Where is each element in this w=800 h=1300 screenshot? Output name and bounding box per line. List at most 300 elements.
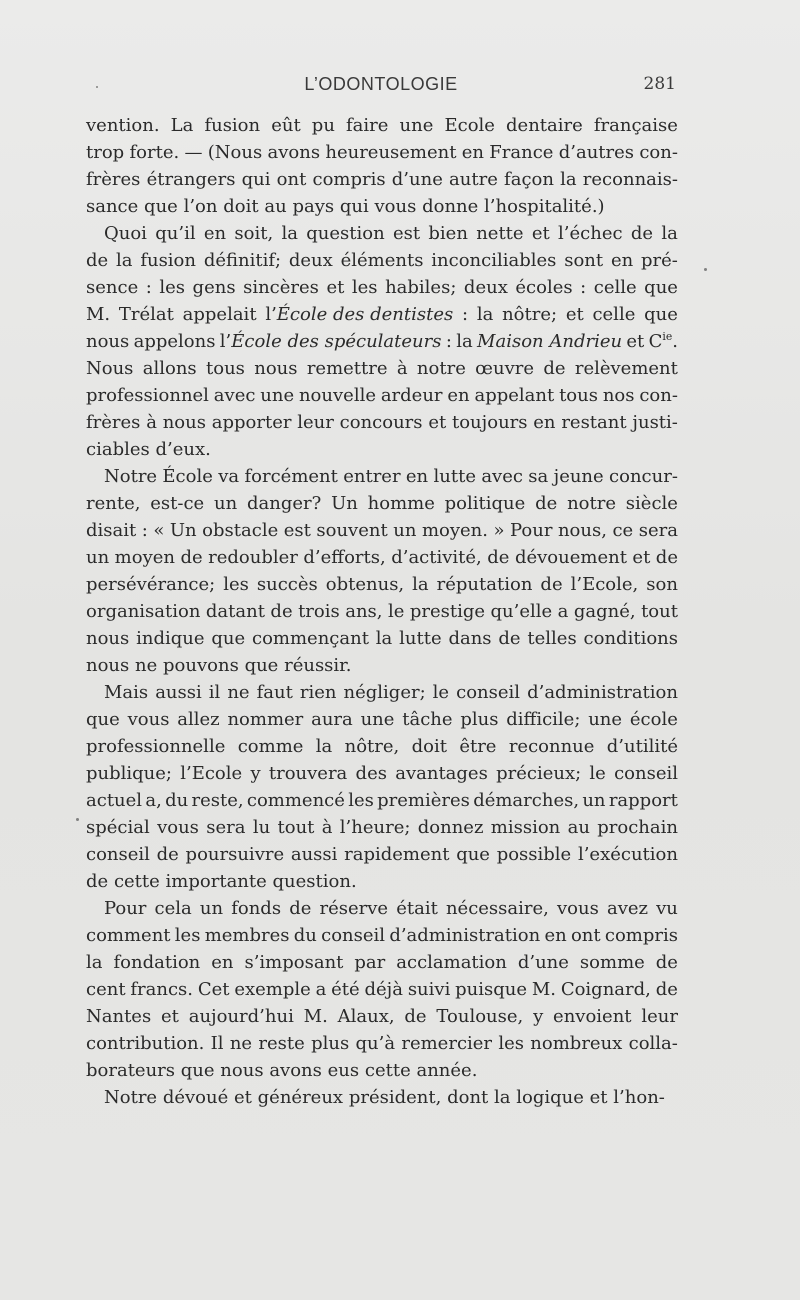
word: de xyxy=(487,547,510,568)
italic-phrase: École des dentistes xyxy=(276,304,454,325)
text-line xyxy=(86,166,678,193)
word: du xyxy=(293,925,317,946)
word: avez xyxy=(606,898,649,919)
word: vous xyxy=(127,709,170,730)
word: France xyxy=(489,142,554,163)
text-line xyxy=(86,571,678,598)
word: président, xyxy=(348,1087,442,1108)
word: des xyxy=(355,763,387,784)
text-line xyxy=(86,814,678,841)
word: nous, xyxy=(557,520,607,541)
word: le xyxy=(589,763,606,784)
word: question. xyxy=(272,871,357,892)
word: » xyxy=(493,520,505,541)
word: redoubler xyxy=(208,547,298,568)
word: lu xyxy=(252,817,271,838)
word: doit xyxy=(411,736,447,757)
word: jeune xyxy=(553,466,604,487)
word: que xyxy=(86,709,120,730)
word: les xyxy=(174,925,201,946)
print-speck xyxy=(96,86,98,88)
text-line xyxy=(86,1057,678,1084)
word: bien xyxy=(428,223,468,244)
word: celle xyxy=(592,304,636,325)
word: cela xyxy=(154,898,192,919)
word: de xyxy=(655,952,678,973)
word: nous xyxy=(86,331,130,352)
word: obstacle xyxy=(202,520,279,541)
word: tout xyxy=(277,817,315,838)
word: précieux; xyxy=(496,763,582,784)
word: Un xyxy=(169,520,197,541)
word: l’hospitalité.) xyxy=(484,196,605,217)
word: contribution. xyxy=(86,1033,205,1054)
word: exemple xyxy=(234,979,311,1000)
word: gagné, xyxy=(573,601,636,622)
word: publique; xyxy=(86,763,172,784)
word: lutte xyxy=(399,628,442,649)
word: faire xyxy=(346,115,389,136)
word: réputation xyxy=(436,574,533,595)
word: de xyxy=(270,601,293,622)
word: forcément xyxy=(244,466,338,487)
word: qu’elle xyxy=(490,601,553,622)
word: va xyxy=(218,466,240,487)
word: donnez xyxy=(417,817,484,838)
word: la xyxy=(494,1087,511,1108)
word: à xyxy=(321,817,333,838)
word: avons xyxy=(269,1060,322,1081)
text-line xyxy=(86,841,678,868)
word: définitif; xyxy=(203,250,282,271)
word: déjà xyxy=(364,979,403,1000)
word: sa xyxy=(528,466,549,487)
word: organisation xyxy=(86,601,201,622)
word: allez xyxy=(177,709,220,730)
word: trouvera xyxy=(268,763,348,784)
text-line xyxy=(86,301,678,328)
word: difficile; xyxy=(506,709,581,730)
word: est-ce xyxy=(150,493,205,514)
word: du xyxy=(165,790,189,811)
word: deux xyxy=(288,250,333,271)
word: et xyxy=(326,277,345,298)
word: nous xyxy=(86,628,130,649)
word: dans xyxy=(448,628,492,649)
word: danger? xyxy=(247,493,322,514)
word: fondation xyxy=(113,952,201,973)
word: « xyxy=(153,520,165,541)
word: Cet xyxy=(197,979,230,1000)
word: eus xyxy=(327,1060,360,1081)
word: éléments xyxy=(340,250,424,271)
word: que xyxy=(644,304,678,325)
word: tâche xyxy=(402,709,453,730)
word: trop xyxy=(86,142,125,163)
word: relèvement xyxy=(574,358,678,379)
word: actuel xyxy=(86,790,143,811)
word: de xyxy=(655,979,678,1000)
word: d’utilité xyxy=(606,736,678,757)
word: en xyxy=(544,925,567,946)
word: aujourd’hui xyxy=(188,1006,294,1027)
word: : xyxy=(580,277,587,298)
word: M. xyxy=(303,1006,328,1027)
word: rien xyxy=(299,682,337,703)
word: écoles xyxy=(515,277,573,298)
word: nombreux xyxy=(530,1033,623,1054)
word: les xyxy=(351,277,378,298)
page-header xyxy=(86,74,676,98)
word: aura xyxy=(311,709,353,730)
word: ne xyxy=(135,655,158,676)
word: de xyxy=(655,547,678,568)
word: Quoi xyxy=(104,223,147,244)
word: sont xyxy=(564,250,604,271)
word: les xyxy=(223,574,249,595)
word: apporter xyxy=(211,412,292,433)
word: par xyxy=(354,952,386,973)
word: reconnais- xyxy=(582,169,678,190)
word: concours xyxy=(339,412,423,433)
word: colla- xyxy=(628,1033,678,1054)
word: allons xyxy=(142,358,197,379)
word: remettre xyxy=(306,358,388,379)
word: de xyxy=(535,493,558,514)
word: nous xyxy=(220,1060,264,1081)
word: reste, xyxy=(191,790,244,811)
word: de xyxy=(289,898,312,919)
word: rente, xyxy=(86,493,141,514)
word: dévouement xyxy=(514,547,627,568)
word: a, xyxy=(145,790,162,811)
word: Notre xyxy=(104,1087,158,1108)
word: frères xyxy=(86,169,141,190)
word: il xyxy=(208,682,221,703)
word: d’activité, xyxy=(391,547,482,568)
text-line xyxy=(86,436,678,463)
word: commencé xyxy=(246,790,345,811)
word: lutte xyxy=(433,466,476,487)
word: conseil xyxy=(86,844,150,865)
word: moyen. xyxy=(421,520,488,541)
text-line xyxy=(86,409,678,436)
word: Un xyxy=(331,493,358,514)
word: (Nous xyxy=(207,142,263,163)
word: avons xyxy=(267,142,321,163)
word: l’Ecole, xyxy=(570,574,639,595)
word: été xyxy=(331,979,360,1000)
word: cette xyxy=(364,1060,411,1081)
word: possible xyxy=(496,844,572,865)
word: puisque xyxy=(455,979,528,1000)
word: de xyxy=(630,223,654,244)
word: en xyxy=(610,250,634,271)
word: d’efforts, xyxy=(303,547,386,568)
word: M. xyxy=(86,304,111,325)
word: que xyxy=(180,1060,215,1081)
word: sence xyxy=(86,277,139,298)
word: vous xyxy=(557,898,599,919)
word: autre xyxy=(449,169,498,190)
word: celle xyxy=(593,277,637,298)
word: ardeur xyxy=(380,385,443,406)
word: forte. xyxy=(129,142,180,163)
word: de xyxy=(180,547,203,568)
word: justi- xyxy=(632,412,678,433)
word: rapidement xyxy=(344,844,450,865)
word: suivi xyxy=(407,979,451,1000)
word: appelait xyxy=(182,304,257,325)
word: borateurs xyxy=(86,1060,176,1081)
word: fonds xyxy=(231,898,282,919)
word: : xyxy=(462,304,469,325)
word: avec xyxy=(213,385,256,406)
word: leur xyxy=(641,1006,678,1027)
word: conseil xyxy=(321,925,386,946)
word: appelant xyxy=(474,385,555,406)
word: commençant xyxy=(251,628,369,649)
word: nos xyxy=(602,385,635,406)
word: la xyxy=(375,628,393,649)
word: politique xyxy=(444,493,526,514)
word: de xyxy=(543,358,566,379)
word: un xyxy=(393,520,417,541)
text-line xyxy=(86,274,678,301)
word: un xyxy=(214,493,238,514)
word: toujours xyxy=(451,412,528,433)
word: y xyxy=(250,763,261,784)
word: qu’à xyxy=(355,1033,396,1054)
word: et xyxy=(531,223,550,244)
word: que xyxy=(244,655,279,676)
word: une xyxy=(360,709,395,730)
word: un xyxy=(86,547,110,568)
word: et xyxy=(234,1087,252,1108)
word: d’eux. xyxy=(155,439,211,460)
word: membres xyxy=(204,925,290,946)
word: une xyxy=(260,385,295,406)
word: année. xyxy=(416,1060,478,1081)
text-line xyxy=(86,328,678,355)
word: l’on xyxy=(183,196,218,217)
word: en xyxy=(447,385,470,406)
word: de xyxy=(540,574,563,595)
word: soit, xyxy=(234,223,274,244)
word: les xyxy=(498,1033,524,1054)
word: réserve xyxy=(319,898,389,919)
word: y xyxy=(533,1006,544,1027)
italic-phrase: Maison Andrieu xyxy=(477,331,623,352)
text-line xyxy=(86,706,678,733)
word: pu xyxy=(311,115,335,136)
word: Trélat xyxy=(118,304,174,325)
word: le xyxy=(387,601,405,622)
word: cent xyxy=(86,979,126,1000)
word: faut xyxy=(256,682,293,703)
text-line xyxy=(86,382,678,409)
word: école xyxy=(629,709,678,730)
word: avantages xyxy=(395,763,488,784)
word: succès xyxy=(256,574,318,595)
word: la xyxy=(116,250,133,271)
word: est xyxy=(392,223,421,244)
word: dentaire xyxy=(506,115,583,136)
word: Mais xyxy=(104,682,149,703)
word: professionnelle xyxy=(86,736,226,757)
word: souvent xyxy=(316,520,388,541)
text-line xyxy=(86,355,678,382)
text-line xyxy=(86,787,678,814)
word: Il xyxy=(210,1033,224,1054)
text-line xyxy=(86,112,678,139)
text-line xyxy=(86,598,678,625)
word: : xyxy=(445,331,452,352)
word: les xyxy=(159,277,186,298)
word: remercier xyxy=(401,1033,493,1054)
word: vu xyxy=(656,898,678,919)
word: mission xyxy=(490,817,561,838)
word: deux xyxy=(463,277,508,298)
word: telles xyxy=(527,628,577,649)
word: une xyxy=(399,115,434,136)
word: ne xyxy=(227,682,250,703)
word: une xyxy=(588,709,623,730)
word: l’exécution xyxy=(577,844,678,865)
word: de xyxy=(86,250,109,271)
word: tout xyxy=(641,601,678,622)
word: étrangers xyxy=(146,169,236,190)
word: nécessaire, xyxy=(445,898,549,919)
word: et xyxy=(632,547,651,568)
word: fusion xyxy=(140,250,196,271)
page-number: 281 xyxy=(643,74,676,94)
word: ans, xyxy=(345,601,383,622)
word: vention. xyxy=(86,115,160,136)
word: d’une xyxy=(391,169,443,190)
word: aussi xyxy=(290,844,338,865)
word: l’heure; xyxy=(339,817,411,838)
word: vous xyxy=(157,817,199,838)
word: spécial xyxy=(86,817,150,838)
word: homme xyxy=(367,493,435,514)
word: française xyxy=(593,115,678,136)
word: logique xyxy=(516,1087,584,1108)
word: heureusement xyxy=(325,142,457,163)
word: en xyxy=(405,466,429,487)
word: au xyxy=(264,196,287,217)
word: qui xyxy=(241,169,271,190)
word: s’imposant xyxy=(244,952,344,973)
word: ont xyxy=(570,925,601,946)
word: rapport xyxy=(608,790,678,811)
word: fusion xyxy=(204,115,261,136)
word: et xyxy=(428,412,447,433)
word: doit xyxy=(223,196,259,217)
word: sera xyxy=(206,817,246,838)
word: ciables xyxy=(86,439,150,460)
word: con- xyxy=(639,385,678,406)
word: qui xyxy=(339,196,369,217)
word: aussi xyxy=(155,682,202,703)
word: les xyxy=(348,790,374,811)
word: : xyxy=(141,520,148,541)
word: son xyxy=(646,574,678,595)
text-line xyxy=(86,1084,678,1111)
word: d’administration xyxy=(527,682,678,703)
word xyxy=(477,328,622,355)
word: l’École des spéculateurs xyxy=(219,331,442,352)
word: à xyxy=(396,358,408,379)
word: inconciliables xyxy=(431,250,557,271)
word: et xyxy=(626,331,645,352)
word: généreux xyxy=(257,1087,344,1108)
print-speck xyxy=(704,268,707,271)
word: pré- xyxy=(641,250,678,271)
word: démarches, xyxy=(473,790,580,811)
word: pouvons xyxy=(163,655,239,676)
word: nommer xyxy=(227,709,304,730)
word: de xyxy=(156,844,179,865)
word: la xyxy=(560,169,577,190)
word: datant xyxy=(205,601,265,622)
word: réussir. xyxy=(284,655,352,676)
text-line xyxy=(86,895,678,922)
word: de xyxy=(498,628,521,649)
word: nous xyxy=(86,655,130,676)
word: Pour xyxy=(510,520,553,541)
word: plus xyxy=(311,1033,350,1054)
word: conditions xyxy=(583,628,678,649)
word: compris xyxy=(312,169,386,190)
word: question xyxy=(306,223,385,244)
word: con- xyxy=(639,142,678,163)
italic-phrase: École des spéculateurs xyxy=(231,331,442,352)
word: Nantes xyxy=(86,1006,152,1027)
text-line xyxy=(86,490,678,517)
text-line xyxy=(86,949,678,976)
word: un xyxy=(199,898,224,919)
word: — xyxy=(184,142,203,163)
word: nous xyxy=(254,358,298,379)
word: compris xyxy=(604,925,678,946)
word: être xyxy=(459,736,497,757)
word: nôtre; xyxy=(502,304,558,325)
print-speck xyxy=(76,818,79,821)
word: la xyxy=(412,574,429,595)
word: que xyxy=(211,628,246,649)
word: l’échec xyxy=(558,223,623,244)
word: un xyxy=(582,790,606,811)
word: premières xyxy=(377,790,470,811)
text-line xyxy=(86,976,678,1003)
word: la xyxy=(315,736,333,757)
word: obtenus, xyxy=(325,574,405,595)
word: sincères xyxy=(243,277,319,298)
word: trois xyxy=(298,601,340,622)
word: nous xyxy=(162,412,206,433)
word: vous xyxy=(374,196,417,217)
word: en xyxy=(461,142,485,163)
word: tous xyxy=(559,385,598,406)
word: façon xyxy=(504,169,554,190)
word: que xyxy=(644,277,678,298)
word: l’Ecole xyxy=(180,763,243,784)
word: la xyxy=(86,952,103,973)
word: et xyxy=(589,1087,608,1108)
running-title: L’ODONTOLOGIE xyxy=(304,74,458,94)
word: d’administration xyxy=(389,925,541,946)
